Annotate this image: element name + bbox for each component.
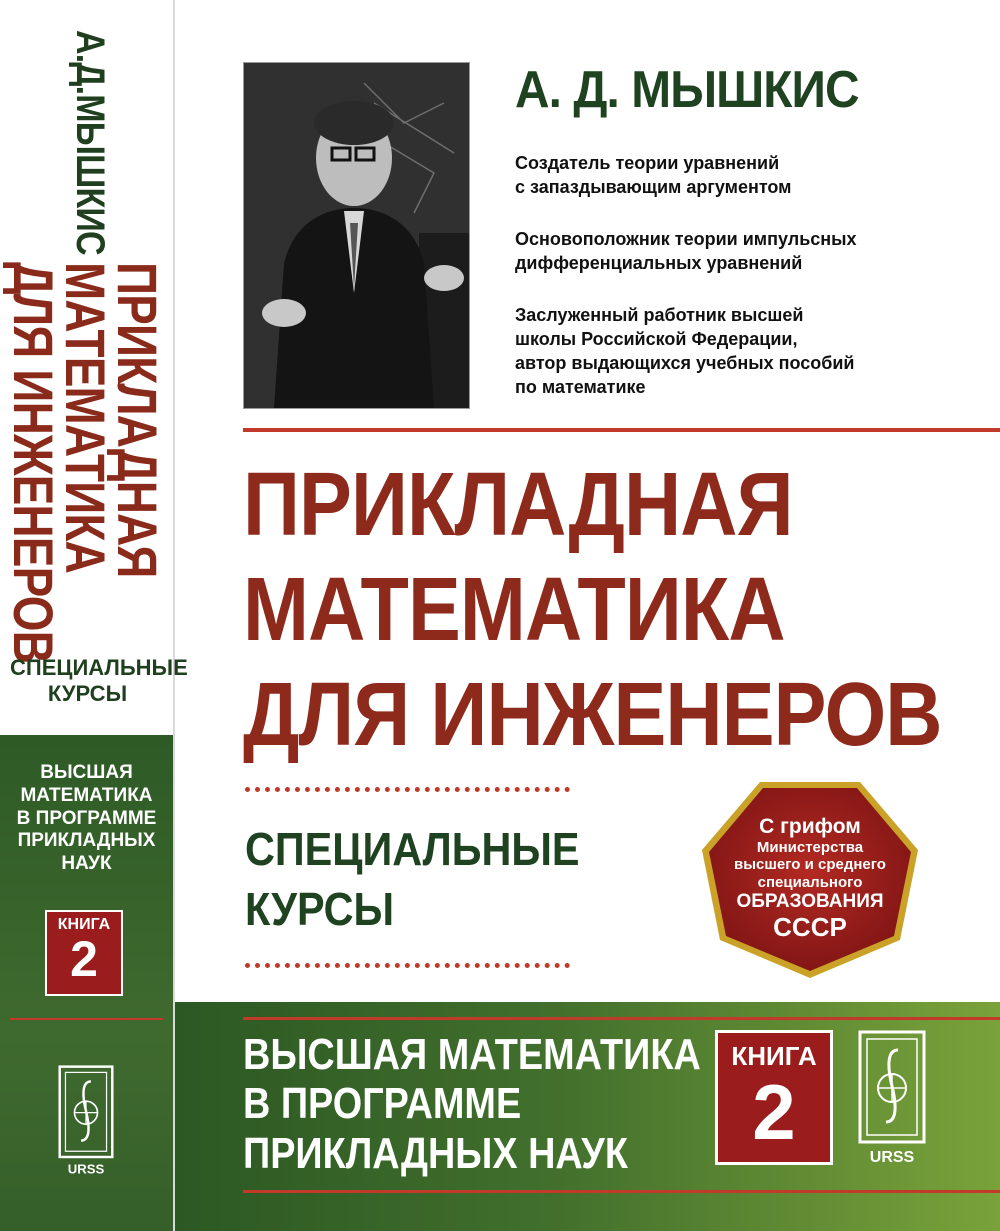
badge-line-2: Министерства <box>756 839 864 857</box>
subtitle-line-1: СПЕЦИАЛЬНЫЕ <box>245 823 580 875</box>
book-title-line-1: ПРИКЛАДНАЯ <box>243 455 793 555</box>
dotted-divider-bottom <box>245 963 570 968</box>
spine-subtitle-line-2: КУРСЫ <box>47 681 128 707</box>
spine-subtitle-line-1: СПЕЦИАЛЬНЫЕ <box>10 655 188 680</box>
bio-line: с запаздывающим аргументом <box>515 176 792 197</box>
series-line-2: В ПРОГРАММЕ <box>243 1079 522 1129</box>
spine-series-line-2: МАТЕМАТИКА <box>20 784 153 806</box>
spine-author: А.Д.МЫШКИС <box>68 30 112 255</box>
spine-book-number-box <box>45 910 123 996</box>
divider-rule <box>243 428 1000 432</box>
dotted-divider-top <box>245 787 570 792</box>
bio-line: по математике <box>515 376 646 397</box>
award-badge-text <box>700 815 920 943</box>
bio-line: Основоположник теории импульсных <box>515 229 857 249</box>
author-photo <box>243 62 470 409</box>
urss-logo-icon <box>58 1065 114 1180</box>
urss-logo-icon <box>858 1030 926 1170</box>
series-line-1: ВЫСШАЯ МАТЕМАТИКА <box>243 1030 701 1079</box>
book-number: 2 <box>752 1068 796 1156</box>
badge-line-5: ОБРАЗОВАНИЯ <box>736 890 884 912</box>
author-name: А. Д. МЫШКИС <box>515 61 859 119</box>
spine-series-line-4: ПРИКЛАДНЫХ <box>17 830 156 852</box>
spine-book-number: 2 <box>70 931 98 987</box>
spine-series-line-1: ВЫСШАЯ <box>40 762 133 783</box>
spine-title-line-2: МАТЕМАТИКА <box>54 262 117 573</box>
series-rule-top <box>243 1017 1000 1020</box>
spine-series-line-5: НАУК <box>61 853 112 875</box>
bio-paragraph-3 <box>515 304 854 400</box>
badge-line-6: СССР <box>773 911 847 942</box>
book-title-line-2: МАТЕМАТИКА <box>243 560 785 660</box>
author-photo-image <box>244 63 469 408</box>
bio-line: автор выдающихся учебных пособий <box>515 352 855 373</box>
bio-paragraph-2 <box>515 228 857 276</box>
spine-book-label: КНИГА <box>57 916 111 933</box>
spine-publisher: URSS <box>67 1161 105 1177</box>
spine-subtitle <box>10 655 188 708</box>
bio-line: Заслуженный работник высшей <box>515 305 804 325</box>
spine-rule <box>10 1018 163 1020</box>
book-number-box <box>715 1030 833 1165</box>
spine-series-title <box>10 762 163 876</box>
bio-line: Создатель теории уравнений <box>515 153 780 173</box>
bio-paragraph-1 <box>515 152 792 200</box>
badge-line-1: С грифом <box>759 815 861 838</box>
spine-title-line-3: ДЛЯ ИНЖЕНЕРОВ <box>2 262 65 664</box>
series-line-3: ПРИКЛАДНЫХ НАУК <box>243 1128 628 1178</box>
series-title <box>243 1030 701 1178</box>
book-title-line-3: ДЛЯ ИНЖЕНЕРОВ <box>243 665 942 765</box>
spine-series-line-3: В ПРОГРАММЕ <box>16 807 157 829</box>
bio-line: дифференциальных уравнений <box>515 252 803 273</box>
series-rule-bottom <box>243 1190 1000 1193</box>
subtitle-line-2: КУРСЫ <box>245 883 395 935</box>
badge-line-3: высшего и среднего <box>734 856 886 874</box>
bio-line: школы Российской Федерации, <box>515 328 798 349</box>
book-label: КНИГА <box>731 1041 817 1071</box>
spine-title-line-1: ПРИКЛАДНАЯ <box>106 262 169 578</box>
publisher-name: URSS <box>869 1149 915 1166</box>
badge-line-4: специального <box>757 873 863 891</box>
